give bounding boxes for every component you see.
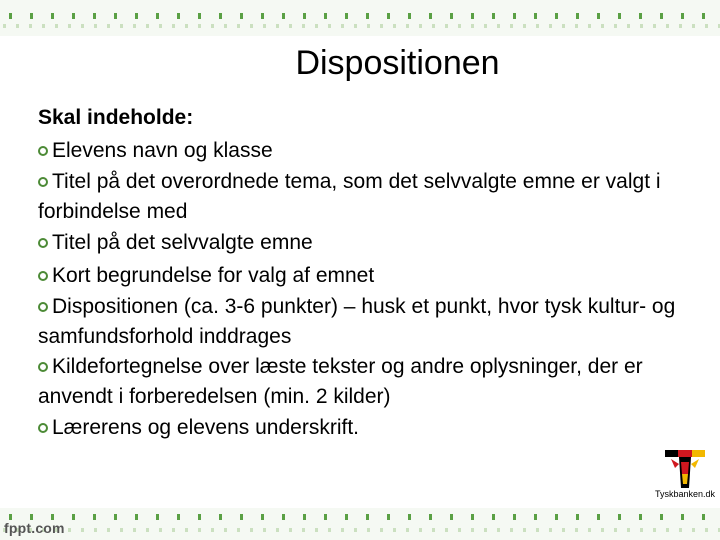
list-item-text: Kort begrundelse for valg af emnet — [52, 263, 375, 287]
list-item-text: Titel på det selvvalgte emne — [52, 231, 313, 254]
circle-bullet-icon — [38, 177, 48, 187]
list-item — [38, 135, 678, 168]
list-item-text: Elevens navn og klasse — [52, 138, 273, 162]
tyskbanken-logo-icon — [665, 450, 705, 488]
decorative-bottom-border — [0, 508, 720, 540]
tyskbanken-logo — [653, 450, 715, 502]
slide-title: Dispositionen — [295, 44, 500, 82]
list-item-text: Kildefortegnelse over læste tekster og andre oplysninger, der er anvendt i forberedelsen (min. 2 kilder) — [38, 355, 643, 408]
list-item-text: Dispositionen (ca. 3-6 punkter) – husk et punkt, hvor tysk kultur- og samfundsforhold inddrages — [38, 295, 676, 348]
list-item — [38, 227, 678, 260]
circle-bullet-icon — [38, 146, 48, 156]
list-item — [38, 260, 678, 293]
list-item — [38, 412, 678, 445]
content-heading: Skal indeholde: — [38, 106, 194, 129]
slide-content — [38, 102, 678, 445]
list-item-text: Lærerens og elevens underskrift. — [52, 416, 359, 439]
circle-bullet-icon — [38, 362, 48, 372]
circle-bullet-icon — [38, 302, 48, 312]
list-item-text: Titel på det overordnede tema, som det selvvalgte emne er valgt i forbindelse med — [38, 170, 661, 223]
logo-text: Tyskbanken.dk — [654, 489, 716, 499]
watermark: fppt.com — [4, 520, 65, 536]
decorative-top-border — [0, 0, 720, 36]
circle-bullet-icon — [38, 423, 48, 433]
list-item — [38, 167, 678, 227]
circle-bullet-icon — [38, 238, 48, 248]
list-item — [38, 292, 678, 352]
circle-bullet-icon — [38, 271, 48, 281]
list-item — [38, 352, 678, 412]
